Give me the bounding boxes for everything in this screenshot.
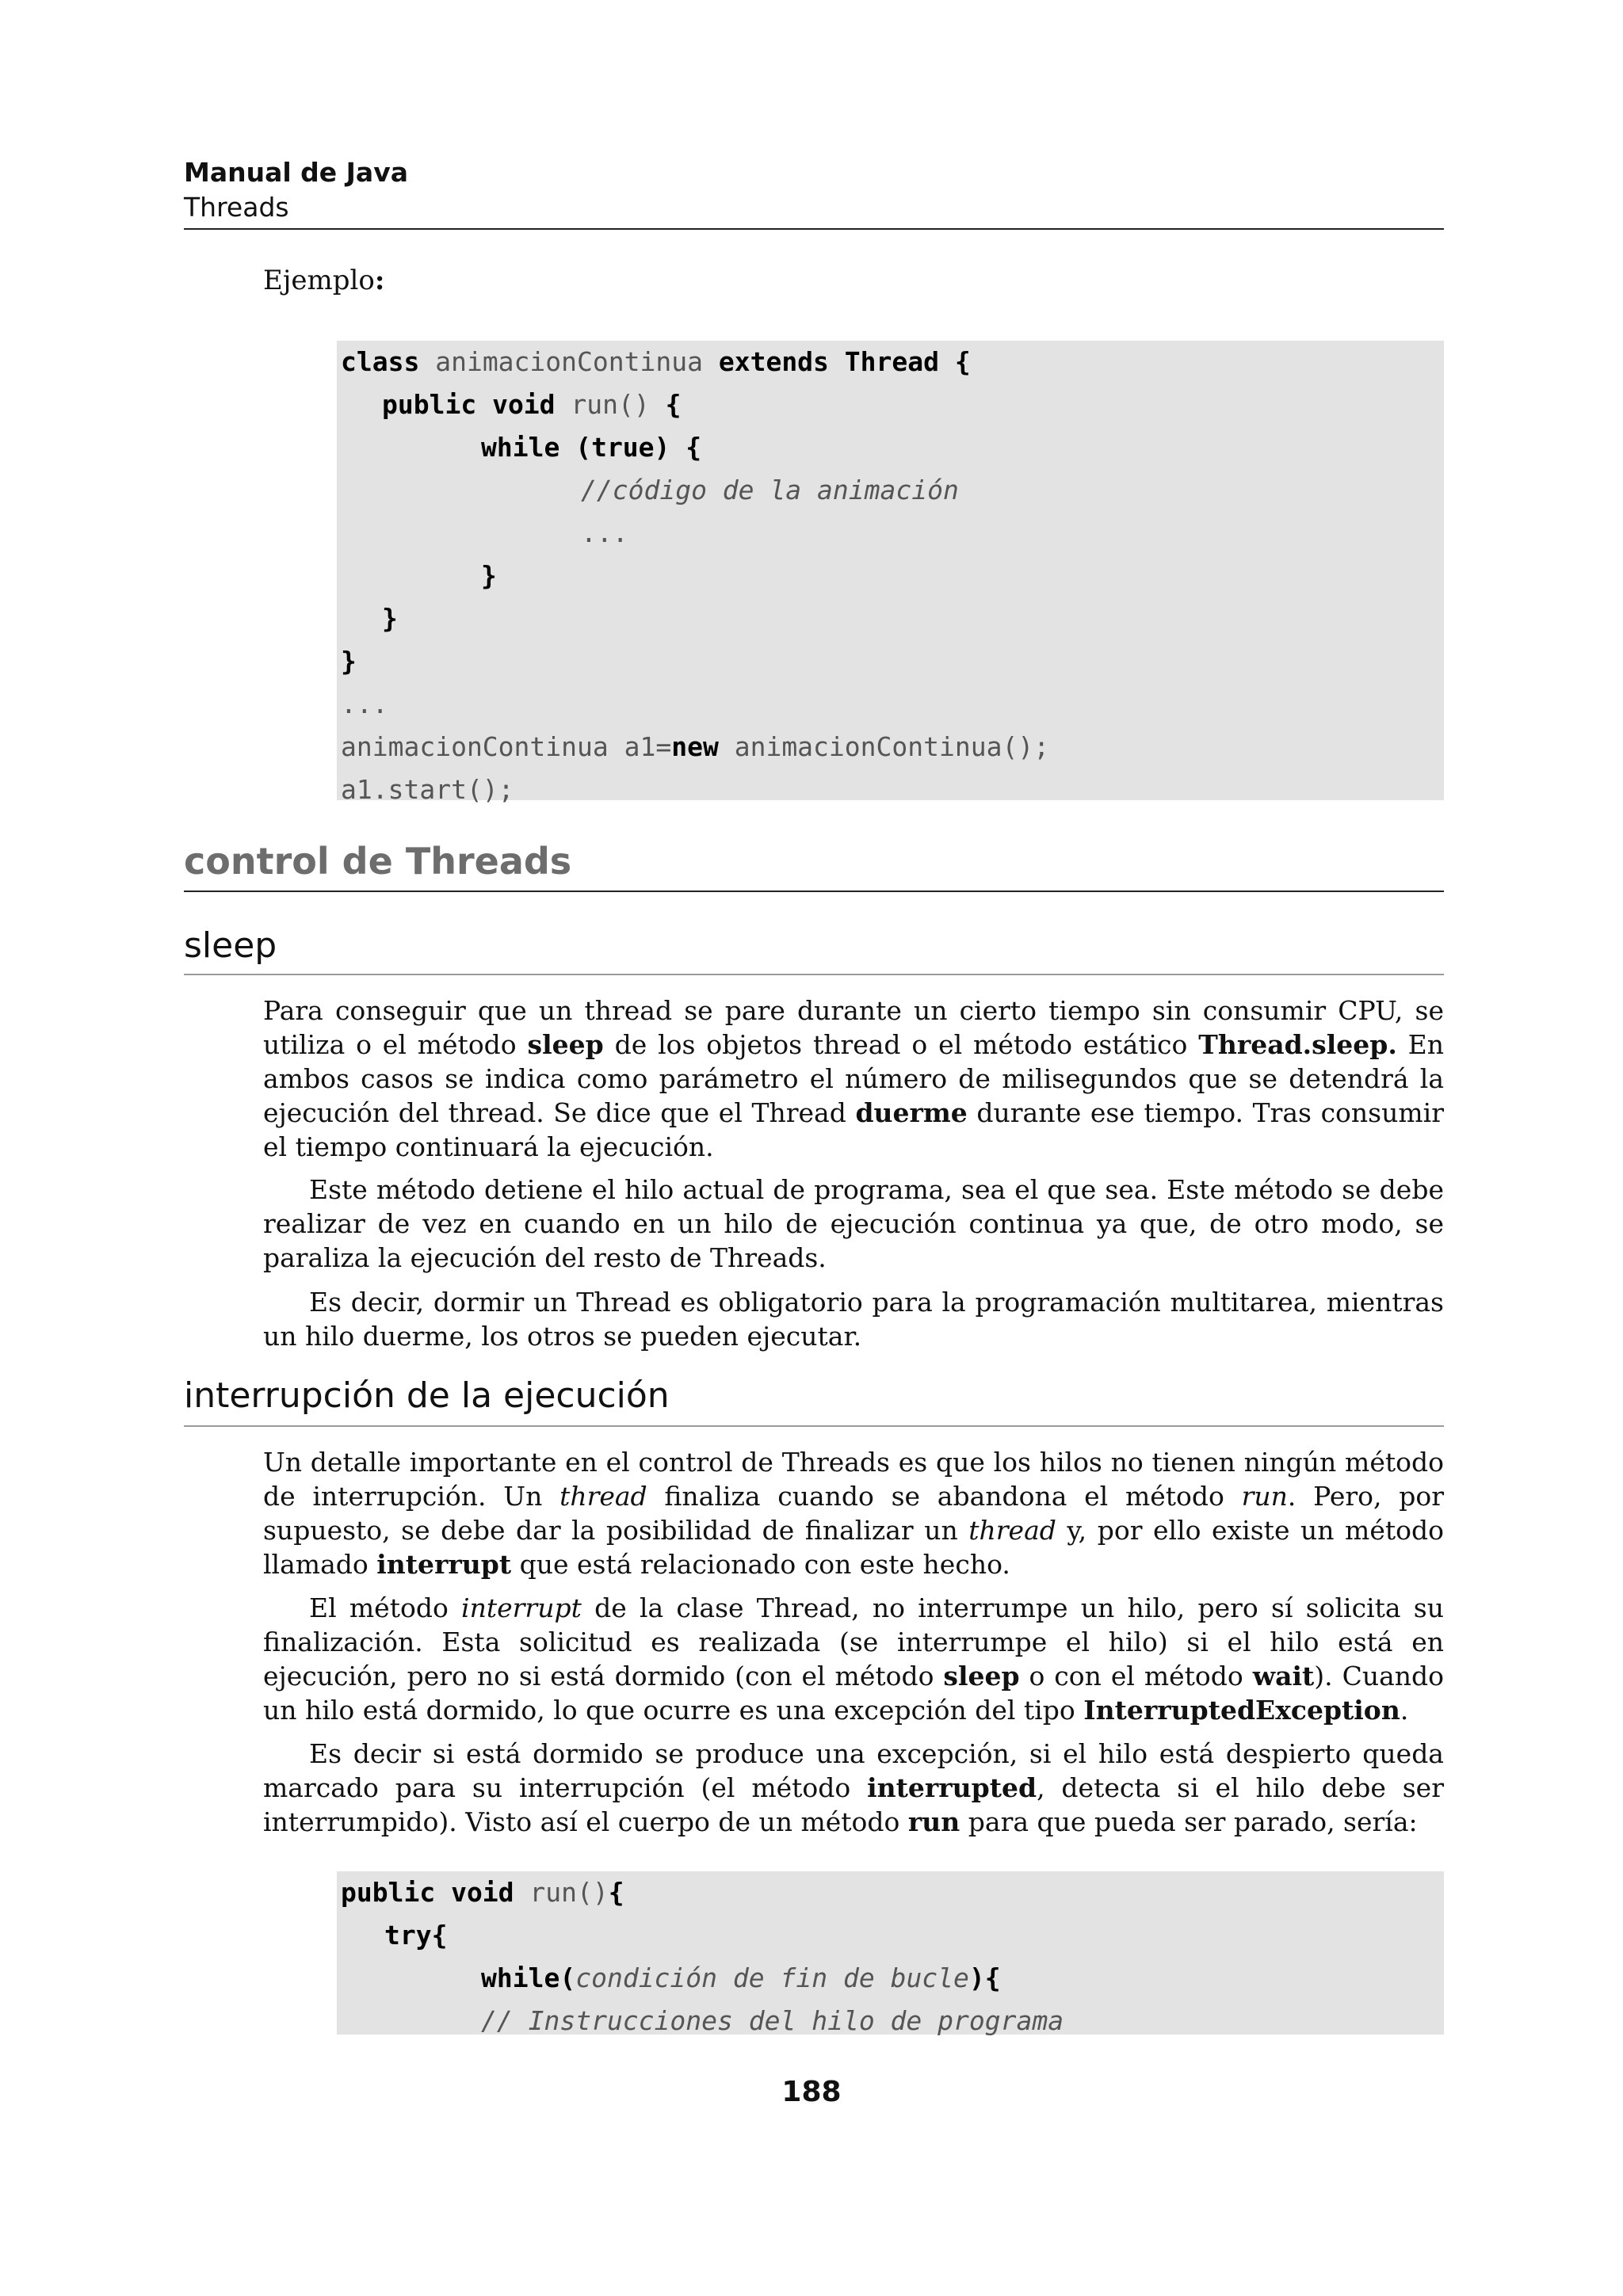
code-line: a1.start(); [341, 774, 514, 805]
header-rule [184, 228, 1444, 230]
running-header [184, 155, 1444, 225]
code-line: } [341, 646, 357, 677]
sleep-paragraph-1: Para conseguir que un thread se pare durante un cierto tiempo sin consumir CPU, se utiliza o el método sleep de los objetos thread o el método estático Thread.sleep. En ambos casos se indica como parámetro el número de milisegundos que se detendrá la ejecución del thread. Se dice que el Thread duerme durante ese tiempo. Tras consumir el tiempo continuará la ejecución. [263, 995, 1445, 1162]
code-line: while (true) { [481, 432, 702, 463]
chapter-title: Threads [184, 192, 289, 223]
code-line: animacionContinua a1=new animacionContinua(); [341, 731, 1050, 762]
section-rule [184, 891, 1444, 892]
book-title: Manual de Java [184, 157, 408, 188]
code-comment: // Instrucciones del hilo de programa [481, 2005, 1064, 2036]
code-line: } [382, 603, 398, 634]
subsection-heading-interrupcion: interrupción de la ejecución [184, 1375, 670, 1416]
interrupcion-paragraph-2: El método interrupt de la clase Thread, no interrumpe un hilo, pero sí solicita su finalización. Esta solicitud es realizada (se interrumpe el hilo) si el hilo está en ejecución, pero no si está dormido (con el método sleep o con el método wait). Cuando un hilo está dormido, lo que ocurre es una excepción del tipo InterruptedException. [263, 1592, 1445, 1726]
interrupcion-paragraph-3: Es decir si está dormido se produce una excepción, si el hilo está despierto queda marcado para su interrupción (el método interrupted, detecta si el hilo debe ser interrumpido). Visto así el cuerpo de un método run para que pueda ser parado, sería: [263, 1738, 1444, 1837]
code-line: ... [581, 517, 628, 548]
code-block-thread-example [337, 341, 1444, 805]
code-line: ... [341, 688, 388, 719]
code-line: while(condición de fin de bucle){ [481, 1962, 1001, 1993]
code-block-run-method [337, 1871, 1444, 2035]
section-heading: control de Threads [184, 840, 572, 883]
code-line: public void run() { [382, 389, 682, 420]
interrupcion-paragraph-1: Un detalle importante en el control de Threads es que los hilos no tienen ningún método de interrupción. Un thread finaliza cuando se abandona el método run. Pero, por supuesto, se debe dar la posibilidad de finalizar un thread y, por ello existe un método llamado interrupt que está relacionado con este hecho. [263, 1447, 1444, 1580]
code-line: class animacionContinua extends Thread { [341, 346, 971, 377]
code-comment: //código de la animación [581, 475, 959, 505]
subsection-rule [184, 1425, 1444, 1427]
subsection-heading-sleep: sleep [184, 925, 277, 966]
page-number: 188 [781, 2076, 842, 2108]
code-line: try{ [384, 1920, 448, 1951]
example-label: Ejemplo: [263, 265, 385, 296]
subsection-rule [184, 974, 1444, 975]
code-line: public void run(){ [341, 1877, 624, 1908]
sleep-paragraph-3: Es decir, dormir un Thread es obligatorio para la programación multitarea, mientras un hilo duerme, los otros se pueden ejecutar. [263, 1287, 1444, 1352]
sleep-paragraph-2: Este método detiene el hilo actual de programa, sea el que sea. Este método se debe realizar de vez en cuando en un hilo de ejecución continua ya que, de otro modo, se paraliza la ejecución del resto de Threads. [263, 1174, 1444, 1273]
code-line: } [481, 560, 497, 591]
